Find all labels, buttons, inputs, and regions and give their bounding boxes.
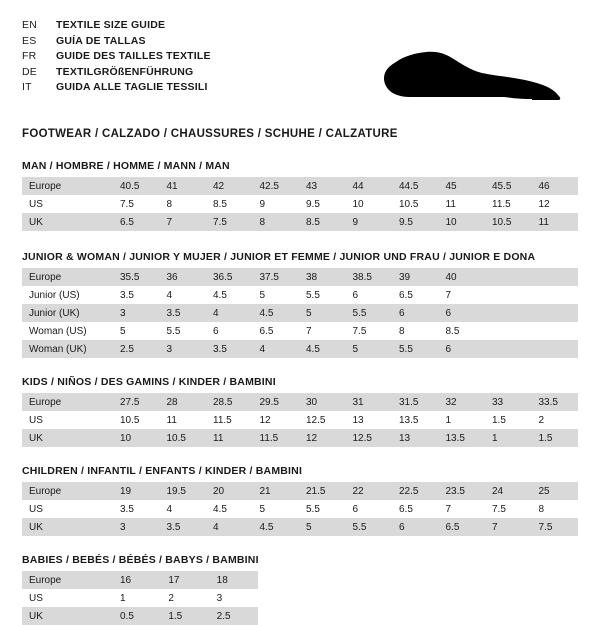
language-row <box>22 49 211 65</box>
cell: 35.5 <box>113 268 160 286</box>
row-label: Europe <box>22 268 113 286</box>
cell: 1.5 <box>161 607 209 625</box>
cell: 4 <box>206 518 253 536</box>
cell: 23.5 <box>439 482 486 500</box>
cell <box>485 340 532 358</box>
cell: 5 <box>253 286 300 304</box>
cell: 3.5 <box>113 500 160 518</box>
cell: 12.5 <box>346 429 393 447</box>
table-row <box>22 393 578 411</box>
cell: 6.5 <box>253 322 300 340</box>
cell: 33.5 <box>532 393 579 411</box>
cell: 6.5 <box>392 500 439 518</box>
dress-shoe-icon <box>370 36 570 106</box>
cell: 30 <box>299 393 346 411</box>
cell: 42 <box>206 177 253 195</box>
cell: 38 <box>299 268 346 286</box>
cell: 24 <box>485 482 532 500</box>
cell: 5 <box>253 500 300 518</box>
cell: 11.5 <box>206 411 253 429</box>
language-title: TEXTILE SIZE GUIDE <box>56 19 166 31</box>
cell: 6 <box>206 322 253 340</box>
cell: 10 <box>439 213 486 231</box>
cell: 2 <box>532 411 579 429</box>
language-row <box>22 18 211 34</box>
cell: 21.5 <box>299 482 346 500</box>
cell: 3 <box>113 518 160 536</box>
row-label: UK <box>22 607 113 625</box>
cell: 11 <box>206 429 253 447</box>
language-row <box>22 34 211 50</box>
cell: 4.5 <box>206 286 253 304</box>
language-title: TEXTILGRÖßENFÜHRUNG <box>56 65 194 78</box>
cell: 2.5 <box>210 607 258 625</box>
row-label: Woman (UK) <box>22 340 113 358</box>
cell: 31.5 <box>392 393 439 411</box>
cell <box>532 322 579 340</box>
cell: 29.5 <box>253 393 300 411</box>
cell: 6 <box>392 304 439 322</box>
cell: 17 <box>161 571 209 589</box>
cell: 11 <box>160 411 207 429</box>
cell: 3.5 <box>160 518 207 536</box>
row-label: UK <box>22 213 113 231</box>
cell: 43 <box>299 177 346 195</box>
cell: 6 <box>439 304 486 322</box>
section-title: MAN / HOMBRE / HOMME / MANN / MAN <box>22 160 230 172</box>
cell: 11 <box>532 213 579 231</box>
cell: 0.5 <box>113 607 161 625</box>
cell: 12 <box>299 429 346 447</box>
page-header <box>22 18 578 116</box>
cell: 3.5 <box>160 304 207 322</box>
language-code: EN <box>22 19 37 31</box>
cell: 6 <box>346 500 393 518</box>
language-title: GUIDE DES TAILLES TEXTILE <box>56 50 211 62</box>
footwear-category-heading: FOOTWEAR / CALZADO / CHAUSSURES / SCHUHE / CALZATURE <box>22 128 398 140</box>
cell: 12 <box>532 195 579 213</box>
cell: 39 <box>392 268 439 286</box>
size-table-babies <box>22 571 258 625</box>
cell <box>532 304 579 322</box>
cell: 22 <box>346 482 393 500</box>
cell: 11.5 <box>485 195 532 213</box>
table-row <box>22 213 578 231</box>
cell: 2 <box>161 589 209 607</box>
cell: 10.5 <box>485 213 532 231</box>
cell: 7 <box>299 322 346 340</box>
row-label: Woman (US) <box>22 322 113 340</box>
cell: 10 <box>346 195 393 213</box>
cell: 3.5 <box>206 340 253 358</box>
cell: 6.5 <box>113 213 160 231</box>
language-row <box>22 80 211 96</box>
cell: 10.5 <box>160 429 207 447</box>
cell: 19 <box>113 482 160 500</box>
cell <box>532 340 579 358</box>
cell: 13.5 <box>439 429 486 447</box>
cell: 3 <box>113 304 160 322</box>
cell: 8 <box>392 322 439 340</box>
table-row <box>22 500 578 518</box>
cell: 5.5 <box>160 322 207 340</box>
table-row <box>22 411 578 429</box>
cell <box>485 286 532 304</box>
cell: 4.5 <box>253 304 300 322</box>
row-label: US <box>22 411 113 429</box>
cell: 1 <box>485 429 532 447</box>
cell: 27.5 <box>113 393 160 411</box>
cell: 36 <box>160 268 207 286</box>
table-row <box>22 429 578 447</box>
cell: 4 <box>160 286 207 304</box>
cell: 12 <box>253 411 300 429</box>
cell: 44 <box>346 177 393 195</box>
cell: 4 <box>160 500 207 518</box>
cell: 13 <box>392 429 439 447</box>
cell: 9.5 <box>392 213 439 231</box>
cell: 5.5 <box>299 286 346 304</box>
cell: 36.5 <box>206 268 253 286</box>
cell: 6.5 <box>439 518 486 536</box>
cell: 4.5 <box>299 340 346 358</box>
cell: 7 <box>160 213 207 231</box>
cell: 1.5 <box>485 411 532 429</box>
cell: 25 <box>532 482 579 500</box>
table-row <box>22 607 258 625</box>
row-label: Europe <box>22 571 113 589</box>
cell: 5.5 <box>299 500 346 518</box>
section-kids <box>22 376 578 447</box>
section-children <box>22 465 578 536</box>
cell <box>485 268 532 286</box>
cell: 46 <box>532 177 579 195</box>
language-title: GUIDA ALLE TAGLIE TESSILI <box>56 81 208 93</box>
cell: 41 <box>160 177 207 195</box>
cell: 5.5 <box>346 304 393 322</box>
cell: 38.5 <box>346 268 393 286</box>
table-row <box>22 571 258 589</box>
cell: 7 <box>439 286 486 304</box>
cell: 11 <box>439 195 486 213</box>
cell: 6 <box>346 286 393 304</box>
table-row <box>22 589 258 607</box>
section-junior-woman <box>22 251 578 358</box>
row-label: US <box>22 195 113 213</box>
section-title: JUNIOR & WOMAN / JUNIOR Y MUJER / JUNIOR ET FEMME / JUNIOR UND FRAU / JUNIOR E DONA <box>22 251 536 263</box>
cell: 16 <box>113 571 161 589</box>
row-label: Europe <box>22 482 113 500</box>
cell: 8 <box>532 500 579 518</box>
cell <box>485 322 532 340</box>
table-row <box>22 304 578 322</box>
cell: 5 <box>346 340 393 358</box>
language-title-list <box>22 18 211 96</box>
cell: 13.5 <box>392 411 439 429</box>
table-row <box>22 518 578 536</box>
cell: 18 <box>210 571 258 589</box>
section-title: CHILDREN / INFANTIL / ENFANTS / KINDER / BAMBINI <box>22 465 303 477</box>
section-title: BABIES / BEBÉS / BÉBÉS / BABYS / BAMBINI <box>22 554 259 566</box>
table-row <box>22 286 578 304</box>
row-label: Europe <box>22 177 113 195</box>
cell: 10.5 <box>392 195 439 213</box>
cell <box>485 304 532 322</box>
language-code: FR <box>22 50 37 62</box>
language-code: IT <box>22 81 32 93</box>
table-row <box>22 340 578 358</box>
cell: 4.5 <box>253 518 300 536</box>
cell: 6.5 <box>392 286 439 304</box>
language-code: DE <box>22 65 37 78</box>
cell: 45 <box>439 177 486 195</box>
cell <box>532 286 579 304</box>
cell: 1.5 <box>532 429 579 447</box>
cell: 9 <box>346 213 393 231</box>
cell: 40.5 <box>113 177 160 195</box>
cell: 5 <box>299 518 346 536</box>
cell: 6 <box>439 340 486 358</box>
cell: 5.5 <box>392 340 439 358</box>
cell: 3.5 <box>113 286 160 304</box>
language-code: ES <box>22 34 37 47</box>
cell: 5.5 <box>346 518 393 536</box>
row-label: UK <box>22 429 113 447</box>
cell: 7 <box>485 518 532 536</box>
cell: 33 <box>485 393 532 411</box>
cell: 4 <box>253 340 300 358</box>
table-row <box>22 177 578 195</box>
cell <box>532 268 579 286</box>
cell: 45.5 <box>485 177 532 195</box>
cell: 1 <box>113 589 161 607</box>
table-row <box>22 268 578 286</box>
cell: 10 <box>113 429 160 447</box>
cell: 1 <box>439 411 486 429</box>
cell: 7.5 <box>113 195 160 213</box>
cell: 22.5 <box>392 482 439 500</box>
cell: 13 <box>346 411 393 429</box>
cell: 4 <box>206 304 253 322</box>
cell: 31 <box>346 393 393 411</box>
cell: 11.5 <box>253 429 300 447</box>
cell: 12.5 <box>299 411 346 429</box>
size-table-children <box>22 482 578 536</box>
cell: 3 <box>160 340 207 358</box>
language-title: GUÍA DE TALLAS <box>56 34 146 47</box>
row-label: Junior (US) <box>22 286 113 304</box>
cell: 9.5 <box>299 195 346 213</box>
cell: 28 <box>160 393 207 411</box>
row-label: US <box>22 589 113 607</box>
cell: 7.5 <box>485 500 532 518</box>
cell: 44.5 <box>392 177 439 195</box>
section-babies <box>22 554 578 625</box>
cell: 10.5 <box>113 411 160 429</box>
cell: 19.5 <box>160 482 207 500</box>
cell: 21 <box>253 482 300 500</box>
language-row <box>22 65 211 81</box>
cell: 4.5 <box>206 500 253 518</box>
cell: 37.5 <box>253 268 300 286</box>
cell: 8 <box>160 195 207 213</box>
cell: 8 <box>253 213 300 231</box>
section-man <box>22 160 578 231</box>
table-row <box>22 322 578 340</box>
cell: 40 <box>439 268 486 286</box>
cell: 8.5 <box>206 195 253 213</box>
section-title: KIDS / NIÑOS / DES GAMINS / KINDER / BAMBINI <box>22 376 276 388</box>
cell: 5 <box>299 304 346 322</box>
cell: 8.5 <box>299 213 346 231</box>
cell: 5 <box>113 322 160 340</box>
cell: 9 <box>253 195 300 213</box>
row-label: US <box>22 500 113 518</box>
cell: 2.5 <box>113 340 160 358</box>
cell: 3 <box>210 589 258 607</box>
cell: 32 <box>439 393 486 411</box>
table-row <box>22 195 578 213</box>
cell: 7.5 <box>346 322 393 340</box>
row-label: UK <box>22 518 113 536</box>
cell: 20 <box>206 482 253 500</box>
cell: 7.5 <box>206 213 253 231</box>
row-label: Junior (UK) <box>22 304 113 322</box>
table-row <box>22 482 578 500</box>
cell: 7.5 <box>532 518 579 536</box>
row-label: Europe <box>22 393 113 411</box>
cell: 7 <box>439 500 486 518</box>
size-table-man <box>22 177 578 231</box>
cell: 8.5 <box>439 322 486 340</box>
cell: 28.5 <box>206 393 253 411</box>
size-table-junior-woman <box>22 268 578 358</box>
cell: 6 <box>392 518 439 536</box>
size-table-kids <box>22 393 578 447</box>
cell: 42.5 <box>253 177 300 195</box>
